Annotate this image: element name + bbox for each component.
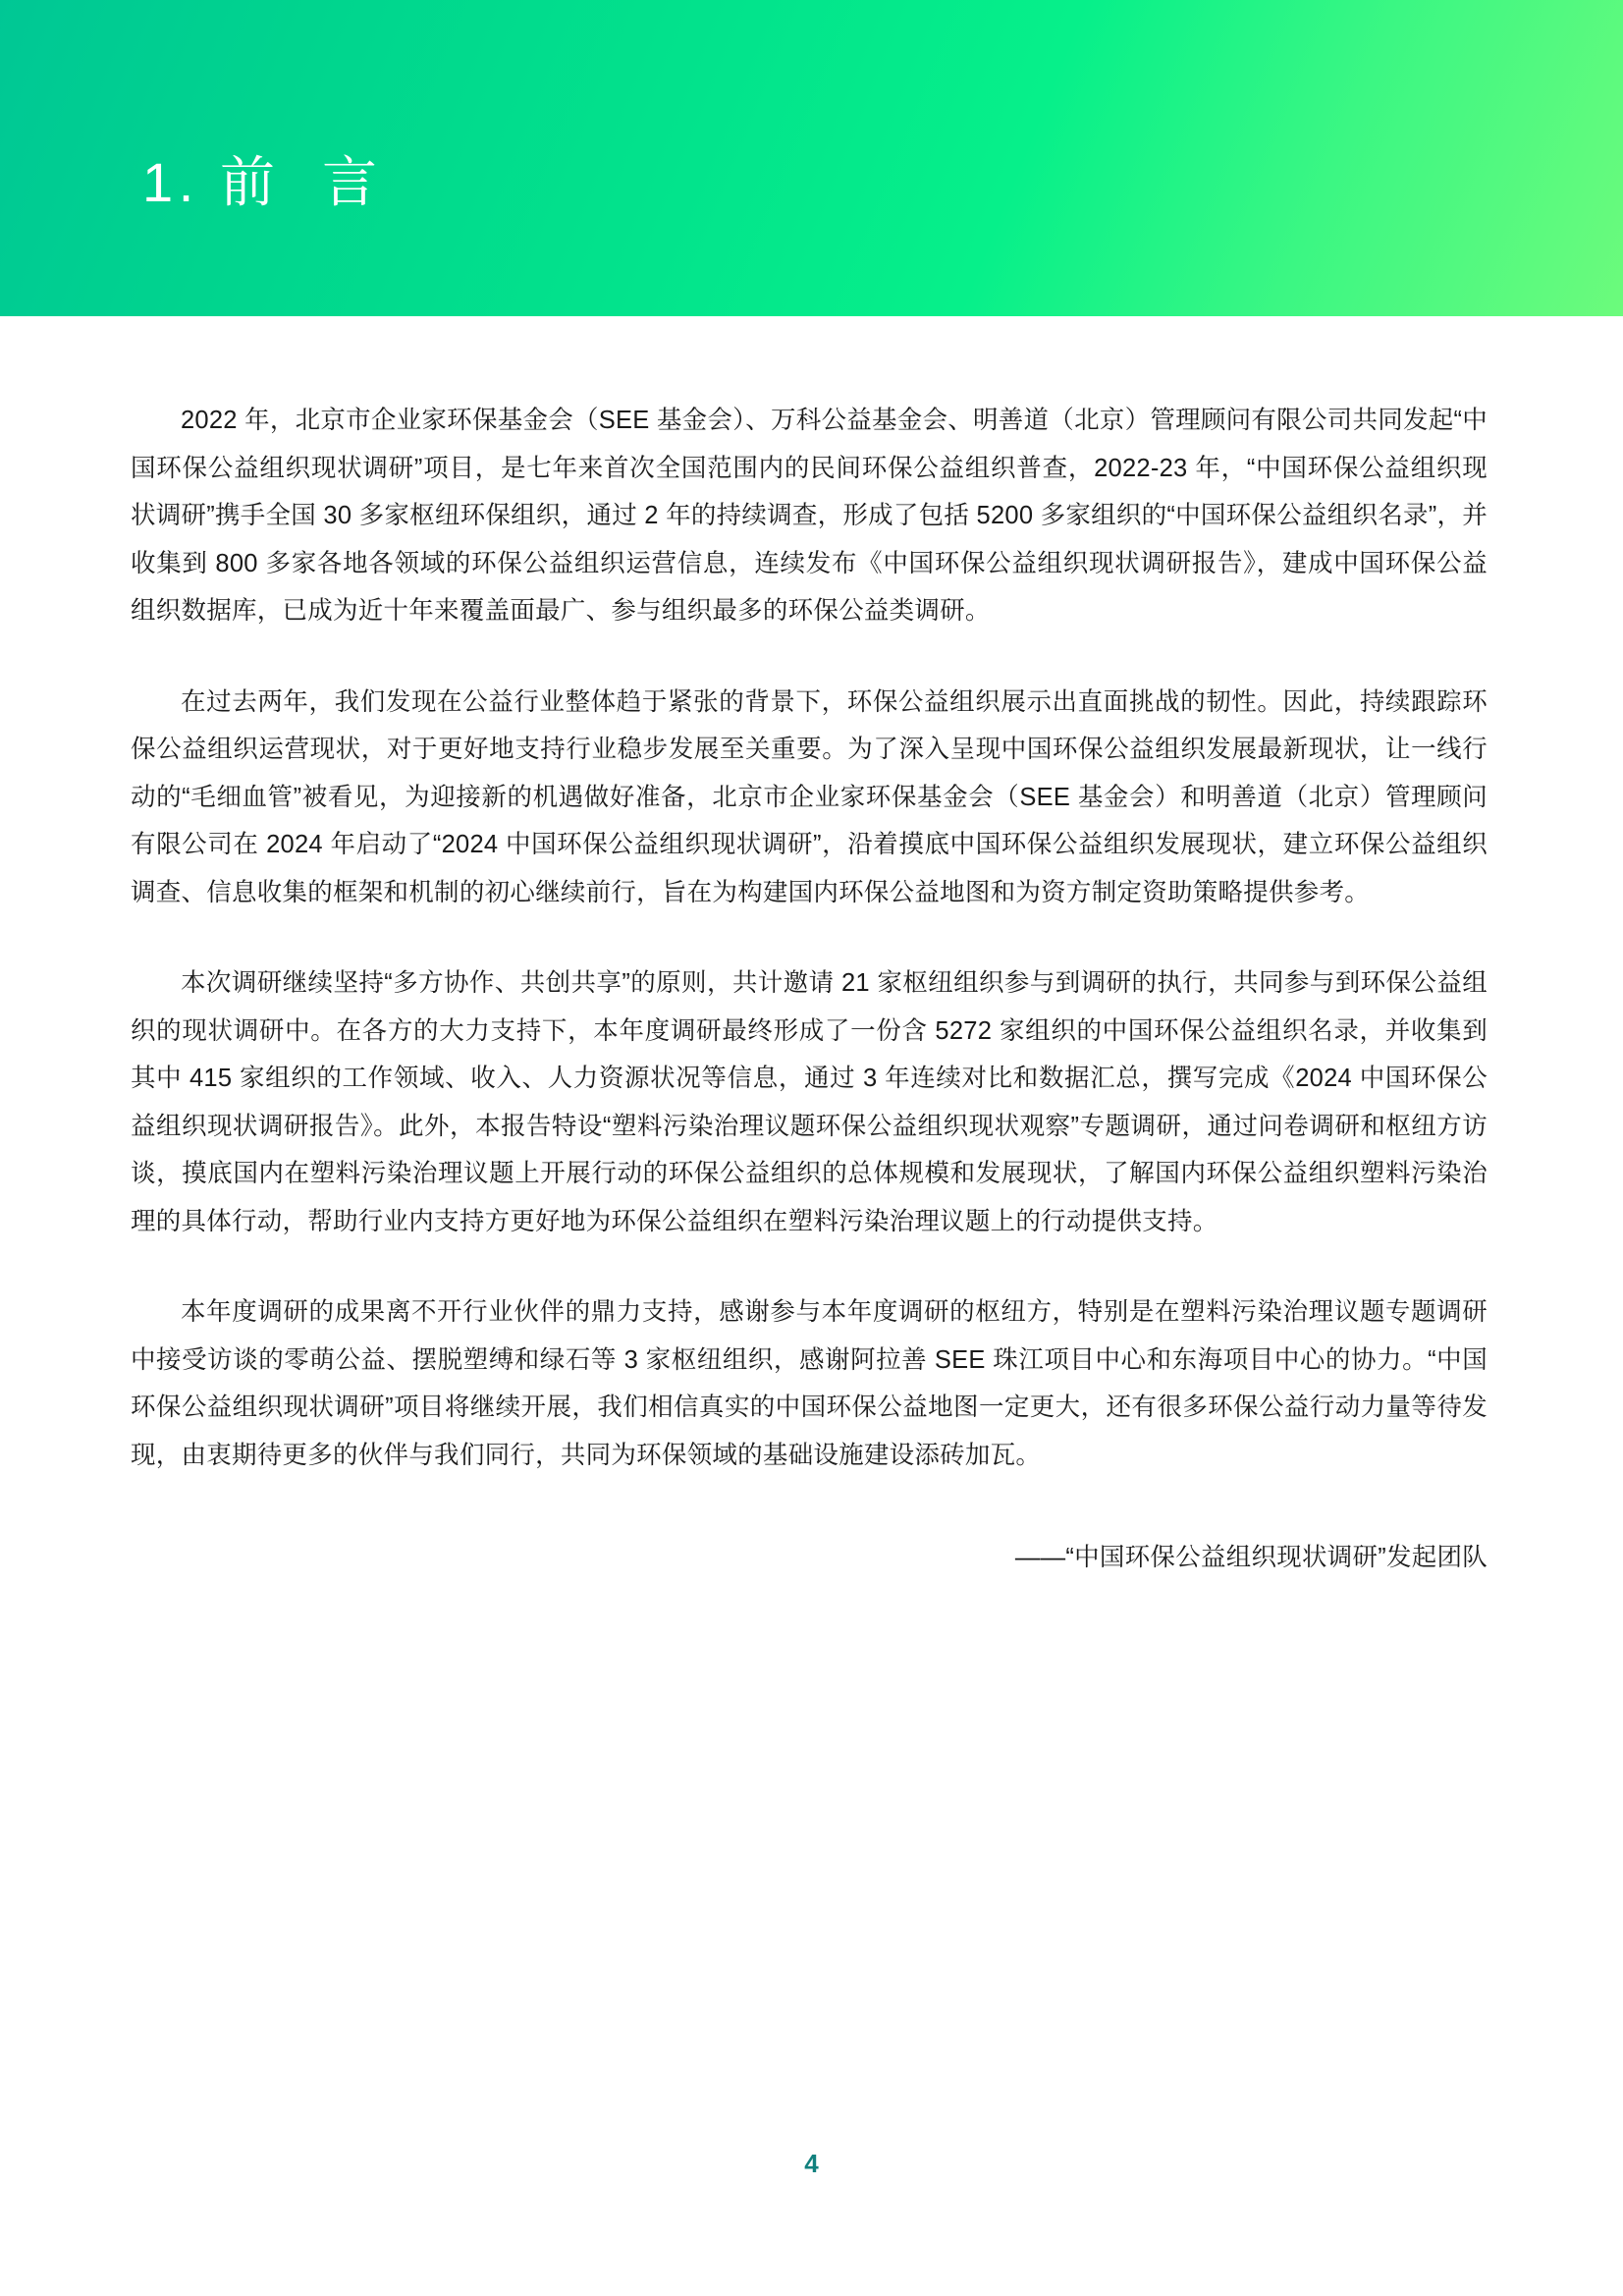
page-number: 4 [804,2149,819,2178]
signature-line: ——“中国环保公益组织现状调研”发起团队 [1014,1544,1488,1571]
paragraph: 2022 年，北京市企业家环保基金会（SEE 基金会）、万科公益基金会、明善道（北京）管理顾问有限公司共同发起“中国环保公益组织现状调研”项目，是七年来首次全国范围内的民间环保公益组织普查，2022-23 年，“中国环保公益组织现状调研”携手全国 30 多家枢纽环保组织，通过 2 年的持续调查，形成了包括 5200 多家组织的“中国环保公益组织名录”，并收集到 800 多家各地各领域的环保公益组织运营信息，连续发布《中国环保公益组织现状调研报告》，建成中国环保公益组织数据库，已成为近十年来覆盖面最广、参与组织最多的环保公益类调研。 [131,407,1488,625]
page-title: 1. 前 言 [142,151,383,213]
paragraph: 本次调研继续坚持“多方协作、共创共享”的原则，共计邀请 21 家枢纽组织参与到调研的执行，共同参与到环保公益组织的现状调研中。在各方的大力支持下，本年度调研最终形成了一份含 5272 家组织的中国环保公益组织名录，并收集到其中 415 家组织的工作领域、收入、人力资源状况等信息，通过 3 年连续对比和数据汇总，撰写完成《2024 中国环保公益组织现状调研报告》。此外，本报告特设“塑料污染治理议题环保公益组织现状观察”专题调研，通过问卷调研和枢纽方访谈，摸底国内在塑料污染治理议题上开展行动的环保公益组织的总体规模和发展现状，了解国内环保公益组织塑料污染治理的具体行动，帮助行业内支持方更好地为环保公益组织在塑料污染治理议题上的行动提供支持。 [131,969,1488,1235]
paragraph: 本年度调研的成果离不开行业伙伴的鼎力支持，感谢参与本年度调研的枢纽方，特别是在塑料污染治理议题专题调研中接受访谈的零萌公益、摆脱塑缚和绿石等 3 家枢纽组织，感谢阿拉善 SEE 珠江项目中心和东海项目中心的协力。“中国环保公益组织现状调研”项目将继续开展，我们相信真实的中国环保公益地图一定更大，还有很多环保公益行动力量等待发现，由衷期待更多的伙伴与我们同行，共同为环保领域的基础设施建设添砖加瓦。 [131,1298,1488,1469]
body-content [131,397,1488,1582]
section-header-banner [0,0,1623,316]
paragraph: 在过去两年，我们发现在公益行业整体趋于紧张的背景下，环保公益组织展示出直面挑战的韧性。因此，持续跟踪环保公益组织运营现状，对于更好地支持行业稳步发展至关重要。为了深入呈现中国环保公益组织发展最新现状，让一线行动的“毛细血管”被看见，为迎接新的机遇做好准备，北京市企业家环保基金会（SEE 基金会）和明善道（北京）管理顾问有限公司在 2024 年启动了“2024 中国环保公益组织现状调研”，沿着摸底中国环保公益组织发展现状，建立环保公益组织调查、信息收集的框架和机制的初心继续前行，旨在为构建国内环保公益地图和为资方制定资助策略提供参考。 [131,687,1488,906]
